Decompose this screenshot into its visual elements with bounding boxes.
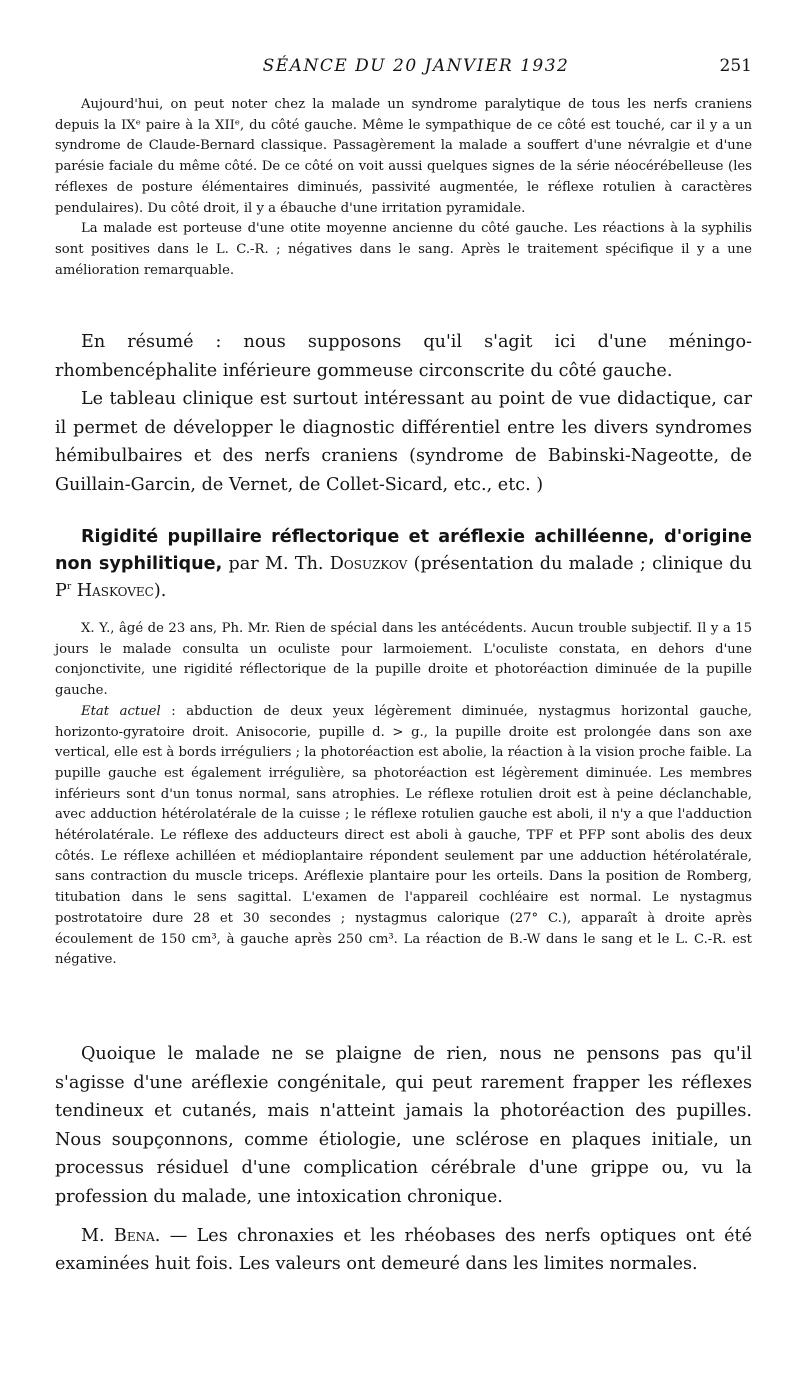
summary-paragraph-2: Le tableau clinique est surtout intéressant au point de vue didactique, car il permet de développer le diagnostic différentiel entre les divers syndromes hémibulbaires et des nerfs craniens (syndrome de Babinski-Nageotte, de Guillain-Garcin, de Vernet, de Collet-Sicard, etc., etc. ) xyxy=(55,389,752,495)
summary-section xyxy=(55,328,752,500)
case-continuation xyxy=(55,95,752,281)
case-report-paragraph-2 xyxy=(55,702,752,971)
article-author: Dosuzkov xyxy=(329,554,408,574)
case-report xyxy=(55,619,752,971)
case-continuation-paragraph-2: La malade est porteuse d'une otite moyenne ancienne du côté gauche. Les réactions à la syphilis sont positives dans le L. C.-R. ; négatives dans le sang. Après le traitement spécifique il y a une amélioration remarquable. xyxy=(55,221,752,278)
article-by: par M. Th. xyxy=(228,554,324,574)
etat-actuel-text: : abduction de deux yeux légèrement diminuée, nystagmus horizontal gauche, horizonto-gyratoire droit. Anisocorie, pupille d. > g., la pupille droite est prolongée dans son axe vertical, elle est à bords irréguliers ; la photoréaction est abolie, la réaction à la vision proche faible. La pupille gauche est également irrégulière, sa photoréaction est légèrement diminuée. Les membres inférieurs sont d'un tonus normal, sans atrophies. Le réflexe rotulien droit est à peine déclanchable, avec adduction hétérolatérale de la cuisse ; le réflexe rotulien gauche est aboli, il n'y a que l'adduction hétérolatérale. Le réflexe des adducteurs direct est aboli à gauche, TPF et PFP sont abolis des deux côtés. Le réflexe achilléen et médioplantaire répondent seulement par une adduction hétérolatérale, sans contraction du muscle triceps. Aréflexie plantaire pour les orteils. Dans la position de Romberg, titubation dans le sens sagittal. L'examen de l'appareil cochléaire est normal. Le nystagmus postrotatoire dure 28 et 30 secondes ; nystagmus calorique (27° C.), apparaît à droite après écoulement de 150 cm³, à gauche après 250 cm³. La réaction de B.-W dans le sang et le L. C.-R. est négative. xyxy=(55,703,753,968)
article-heading xyxy=(55,524,752,605)
discussion-paragraph-1: Quoique le malade ne se plaigne de rien, nous ne pensons pas qu'il s'agisse d'une aréflexie congénitale, qui peut rarement frapper les réflexes tendineux et cutanés, mais n'atteint jamais la photoréaction des pupilles. Nous soupçonnons, comme étiologie, une sclérose en plaques initiale, un processus résiduel d'une complication cérébrale d'une grippe ou, vu la profession du malade, une intoxication chronique. xyxy=(55,1044,752,1207)
etat-actuel-label: Etat actuel xyxy=(81,703,161,719)
article-closing: ). xyxy=(153,581,167,601)
summary-paragraph-1: En résumé : nous supposons qu'il s'agit ici d'une méningo-rhombencéphalite inférieure gommeuse circonscrite du côté gauche. xyxy=(55,332,752,381)
speaker-name: M. Bena. xyxy=(81,1225,161,1246)
speaker-remark: — Les chronaxies et les rhéobases des nerfs optiques ont été examinées huit fois. Les valeurs ont demeuré dans les limites normales. xyxy=(55,1225,752,1275)
article-presentation: (présentation du malade ; clinique du xyxy=(413,554,753,574)
page-number: 251 xyxy=(719,56,752,76)
article-title: Rigidité pupillaire réflectorique et aréflexie achilléenne, d'origine non syphilitique, xyxy=(55,527,752,574)
page-header xyxy=(80,56,752,82)
running-title: SÉANCE DU 20 JANVIER 1932 xyxy=(262,56,570,76)
clinic-head-name: Haskovec xyxy=(76,581,154,601)
discussion-section xyxy=(55,1040,752,1279)
case-continuation-paragraph-1: Aujourd'hui, on peut noter chez la malade un syndrome paralytique de tous les nerfs craniens depuis la IXᵉ paire à la XIIᵉ, du côté gauche. Même le sympathique de ce côté est touché, car il y a un syndrome de Claude-Bernard classique. Passagèrement la malade a souffert d'une névralgie et d'une parésie faciale du même côté. De ce côté on voit aussi quelques signes de la série néocérébelleuse (les réflexes de posture élémentaires diminués, passivité augmentée, le réflexe rotulien à caractères pendulaires). Du côté droit, il y a ébauche d'une irritation pyramidale. xyxy=(55,97,752,216)
article-title-line xyxy=(55,524,752,605)
discussion-paragraph-2 xyxy=(55,1222,752,1279)
case-report-paragraph-1: X. Y., âgé de 23 ans, Ph. Mr. Rien de spécial dans les antécédents. Aucun trouble subjectif. Il y a 15 jours le malade consulta un oculiste pour larmoiement. L'oculiste constata, en dehors d'une conjonctivite, une rigidité réflectorique de la pupille droite et photoréaction diminuée de la pupille gauche. xyxy=(55,621,752,699)
professor-abbreviation: $P^r$ xyxy=(55,581,72,601)
